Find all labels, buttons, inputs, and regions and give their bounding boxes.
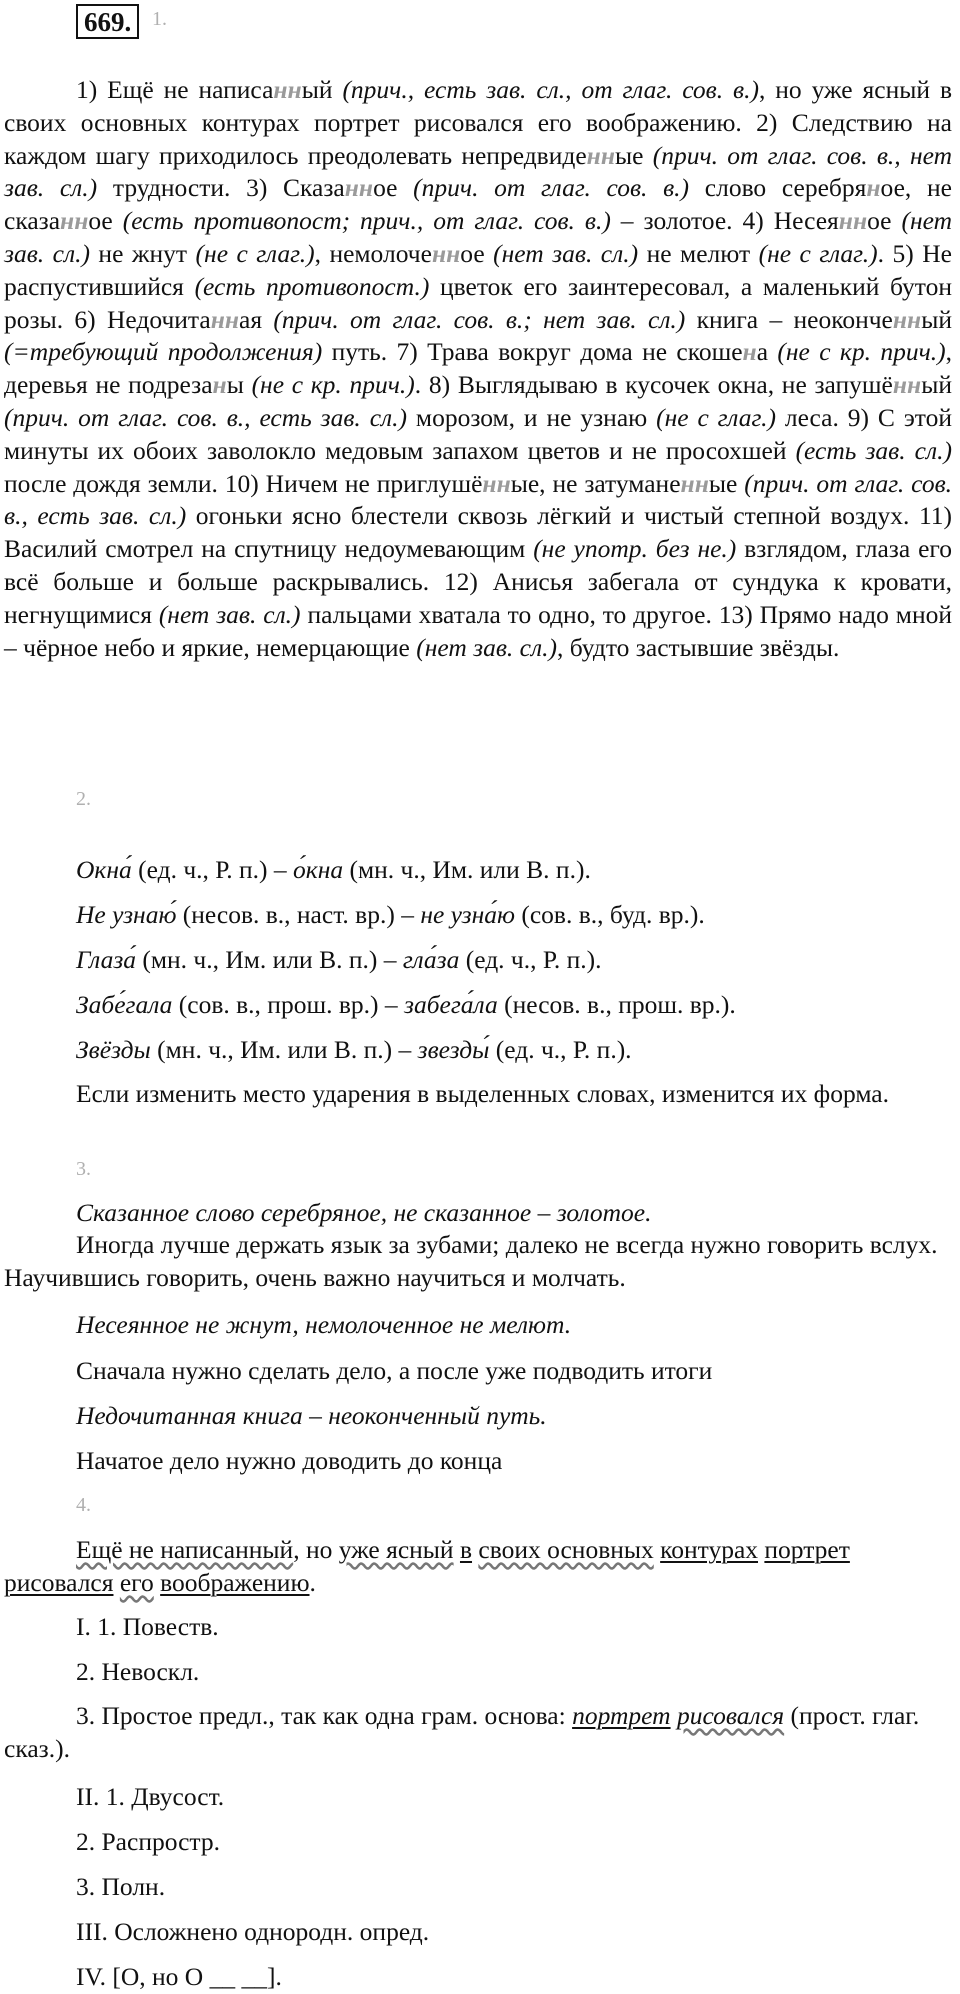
text-segment: , деревья не подреза [4, 337, 952, 400]
proverb-1: Сказанное слово серебряное, не сказанное – золотое. [76, 1198, 652, 1227]
spelling-highlight: нн [892, 370, 922, 400]
text-segment: ый [921, 304, 952, 334]
proverb-3-meaning: Начатое дело нужно доводить до конца [76, 1446, 503, 1475]
annotation-note: (не с глаг.) [758, 238, 878, 268]
annotation-note: (прич. от глаг. сов. в., есть зав. сл.) [4, 468, 953, 531]
annotation-note: (прич. от глаг. сов. в., нет зав. сл.) [4, 140, 952, 203]
text-segment: 1) Ещё не написа [76, 75, 274, 104]
annotation-note: (есть зав. сл.) [795, 435, 952, 465]
annotation-note: (есть противопост; прич., от глаг. сов. в.) [122, 206, 611, 236]
proverb-1-meaning: Иногда лучше держать язык за зубами; далеко не всегда нужно говорить вслух. Научившись говорить, очень важно научиться и молчать. [4, 1230, 938, 1292]
annotation-note: (нет зав. сл.) [4, 206, 952, 268]
spelling-highlight: нн [60, 206, 89, 236]
annotation-note: Не узнаю́ [76, 900, 177, 929]
annotation-note: (нет зав. сл.) [158, 599, 301, 629]
text-segment: цветок его заинтересовал, а маленький бутон розы. 6) Недочита [4, 271, 952, 334]
section-2-label: 2. [76, 788, 91, 810]
spelling-highlight: нн [680, 468, 709, 498]
text-segment: ое [88, 206, 123, 236]
text-segment: не жнут [89, 238, 196, 268]
analysis-i-3 [4, 1700, 952, 1766]
spelling-highlight: нн [892, 304, 922, 334]
spelling-highlight: нн [586, 140, 615, 170]
proverb-2: Несеянное не жнут, немолоченное не мелют. [76, 1310, 572, 1339]
text-segment: не мелют [638, 238, 759, 268]
text-segment: (ед. ч., Р. п.). [489, 1035, 632, 1064]
annotation-note: (прич. от глаг. сов. в.) [413, 173, 690, 203]
annotation-note: (прич., есть зав. сл., от глаг. сов. в.) [342, 75, 759, 104]
spelling-highlight: нн [482, 468, 511, 498]
text-segment: ы [226, 370, 252, 400]
spelling-highlight: н [742, 337, 757, 367]
annotation-note: гла́за [402, 945, 460, 974]
text-segment: , но [293, 1535, 339, 1564]
analysis-iii: III. Осложнено однородн. опред. [76, 1917, 430, 1946]
analysis-i-1: I. 1. Повеств. [76, 1612, 219, 1641]
text-segment: . 5) Не распустившийся [4, 238, 952, 301]
annotation-note: (не с глаг.) [656, 402, 776, 432]
text-segment: его [119, 1567, 154, 1597]
text-segment: . [309, 1567, 316, 1597]
text-segment: контурах [660, 1535, 759, 1564]
annotation-note: (не с кр. прич.) [777, 337, 946, 367]
spelling-highlight: нн [344, 173, 374, 203]
section-2-conclusion: Если изменить место ударения в выделенных словах, изменится их форма. [76, 1079, 889, 1108]
text-segment: уже ясный [338, 1535, 454, 1564]
text-segment: (сов. в., буд. вр.). [514, 900, 705, 929]
analysis-i-3-text: 3. Простое предл., так как одна грам. основа: [76, 1701, 573, 1730]
text-segment: ый [301, 75, 343, 104]
annotation-note: (прич. от глаг. сов. в.; нет зав. сл.) [273, 304, 686, 334]
annotation-note: (прич. от глаг. сов. в., есть зав. сл.) [4, 402, 408, 432]
spelling-highlight: нн [210, 304, 240, 334]
sentence-subject: портрет [572, 1701, 671, 1730]
text-segment: ые, не затумане [510, 468, 681, 498]
text-segment: путь. 7) Трава вокруг дома не скоше [322, 337, 743, 367]
annotation-note: не узна́ю [420, 900, 515, 929]
text-segment: огоньки ясно блестели сквозь лёгкий и чистый степной воздух. 11) Василий смотрел на спутницу недоумевающим [4, 501, 952, 564]
text-segment: – золотое. 4) Несея [610, 206, 839, 236]
text-segment: портрет [764, 1535, 850, 1564]
text-segment: , но уже ясный в своих основных контурах портрет рисовался его воображению. 2) Следствию на каждом шагу приходилось преодолевать непредвиде [4, 75, 952, 170]
text-segment: ая [239, 304, 274, 334]
text-segment: после дождя земли. 10) Ничем не приглушё [4, 468, 483, 498]
spelling-highlight: н [212, 370, 227, 400]
text-segment: рисовался [4, 1567, 114, 1597]
text-segment: ое [460, 238, 494, 268]
stress-pair-4 [76, 990, 736, 1020]
annotation-note: (не с глаг.) [195, 238, 315, 268]
text-segment: (мн. ч., Им. или В. п.). [343, 855, 591, 884]
text-segment: воображению [160, 1567, 310, 1597]
section-1-text [4, 74, 952, 664]
stress-pair-2 [76, 900, 705, 930]
exercise-number: 669. [76, 4, 139, 39]
annotation-note: Звёзды [76, 1035, 151, 1064]
stress-pair-1 [76, 855, 591, 885]
analysis-i-2: 2. Невоскл. [76, 1657, 200, 1686]
text-segment: (мн. ч., Им. или В. п.) – [150, 1035, 418, 1064]
spelling-highlight: нн [431, 238, 461, 268]
text-segment: а [756, 337, 778, 367]
spelling-highlight: н [866, 173, 881, 203]
text-segment: ое, не сказа [4, 173, 952, 236]
text-segment: книга – неоконче [685, 304, 893, 334]
text-segment: ый [921, 370, 952, 400]
annotation-note: (не употр. без не.) [533, 534, 737, 564]
text-segment: ые [614, 140, 653, 170]
annotation-note: Глаза́ [76, 945, 137, 974]
analysis-ii-2: 2. Распростр. [76, 1827, 220, 1856]
stress-pair-5 [76, 1035, 632, 1065]
text-segment: ые [708, 468, 745, 498]
section-4-label: 4. [76, 1494, 91, 1516]
text-segment: взглядом, глаза его всё больше и больше раскрывались. 12) Анисья забегала от сундука к кровати, негнущимися [4, 534, 952, 629]
analysis-ii-3: 3. Полн. [76, 1872, 166, 1901]
text-segment: леса. 9) С этой минуты их обоих заволокло медовым запахом цветов и не просохшей [4, 402, 952, 465]
annotation-note: (есть противопост.) [194, 271, 430, 301]
proverb-2-meaning: Сначала нужно сделать дело, а после уже подводить итоги [76, 1356, 713, 1385]
text-segment: ое [373, 173, 414, 203]
parsed-sentence [4, 1534, 952, 1600]
exercise-header [76, 4, 139, 40]
text-segment: (ед. ч., Р. п.). [459, 945, 602, 974]
text-segment: , немолоче [314, 238, 432, 268]
annotation-note: (нет зав. сл.) [416, 632, 557, 662]
spelling-highlight: нн [838, 206, 868, 236]
text-segment: . 8) Выглядываю в кусочек окна, не запушё [414, 370, 893, 400]
section-3-label: 3. [76, 1158, 91, 1180]
text-segment: , будто застывшие звёзды. [557, 632, 840, 662]
text-segment: (несов. в., прош. вр.). [497, 990, 736, 1019]
analysis-ii-1: II. 1. Двусост. [76, 1782, 225, 1811]
text-segment: пальцами хватала то одно, то другое. 13) Прямо надо мной – чёрное небо и яркие, немерцающие [4, 599, 952, 662]
analysis-iv: IV. [О, но О __ __]. [76, 1962, 282, 1991]
text-segment: (ед. ч., Р. п.) – [131, 855, 294, 884]
annotation-note: звезды́ [417, 1035, 490, 1064]
text-segment: в [459, 1535, 473, 1564]
annotation-note: (=требующий продолжения) [4, 337, 323, 367]
annotation-note: Забе́гала [76, 990, 173, 1019]
annotation-note: Окна́ [76, 855, 132, 884]
text-segment: Ещё не написанный [76, 1535, 294, 1564]
sentence-predicate: рисовался [676, 1701, 785, 1730]
text-segment: (мн. ч., Им. или В. п.) – [136, 945, 403, 974]
text-segment: своих основных [478, 1535, 654, 1564]
analysis-i-3-tail: (прост. глаг. сказ.). [4, 1701, 920, 1763]
text-segment: (несов. в., наст. вр.) – [176, 900, 421, 929]
text-segment: трудности. 3) Сказа [97, 173, 345, 203]
proverb-3: Недочитанная книга – неоконченный путь. [76, 1401, 547, 1430]
annotation-note: забега́ла [404, 990, 498, 1019]
annotation-note: о́кна [293, 855, 344, 884]
annotation-note: (нет зав. сл.) [493, 238, 639, 268]
section-1-label: 1. [152, 8, 167, 30]
text-segment: (сов. в., прош. вр.) – [172, 990, 404, 1019]
stress-pair-3 [76, 945, 602, 975]
text-segment: слово серебря [689, 173, 867, 203]
annotation-note: (не с кр. прич.) [251, 370, 415, 400]
spelling-highlight: нн [273, 75, 302, 104]
text-segment: ое [867, 206, 902, 236]
text-segment: морозом, и не узнаю [407, 402, 657, 432]
